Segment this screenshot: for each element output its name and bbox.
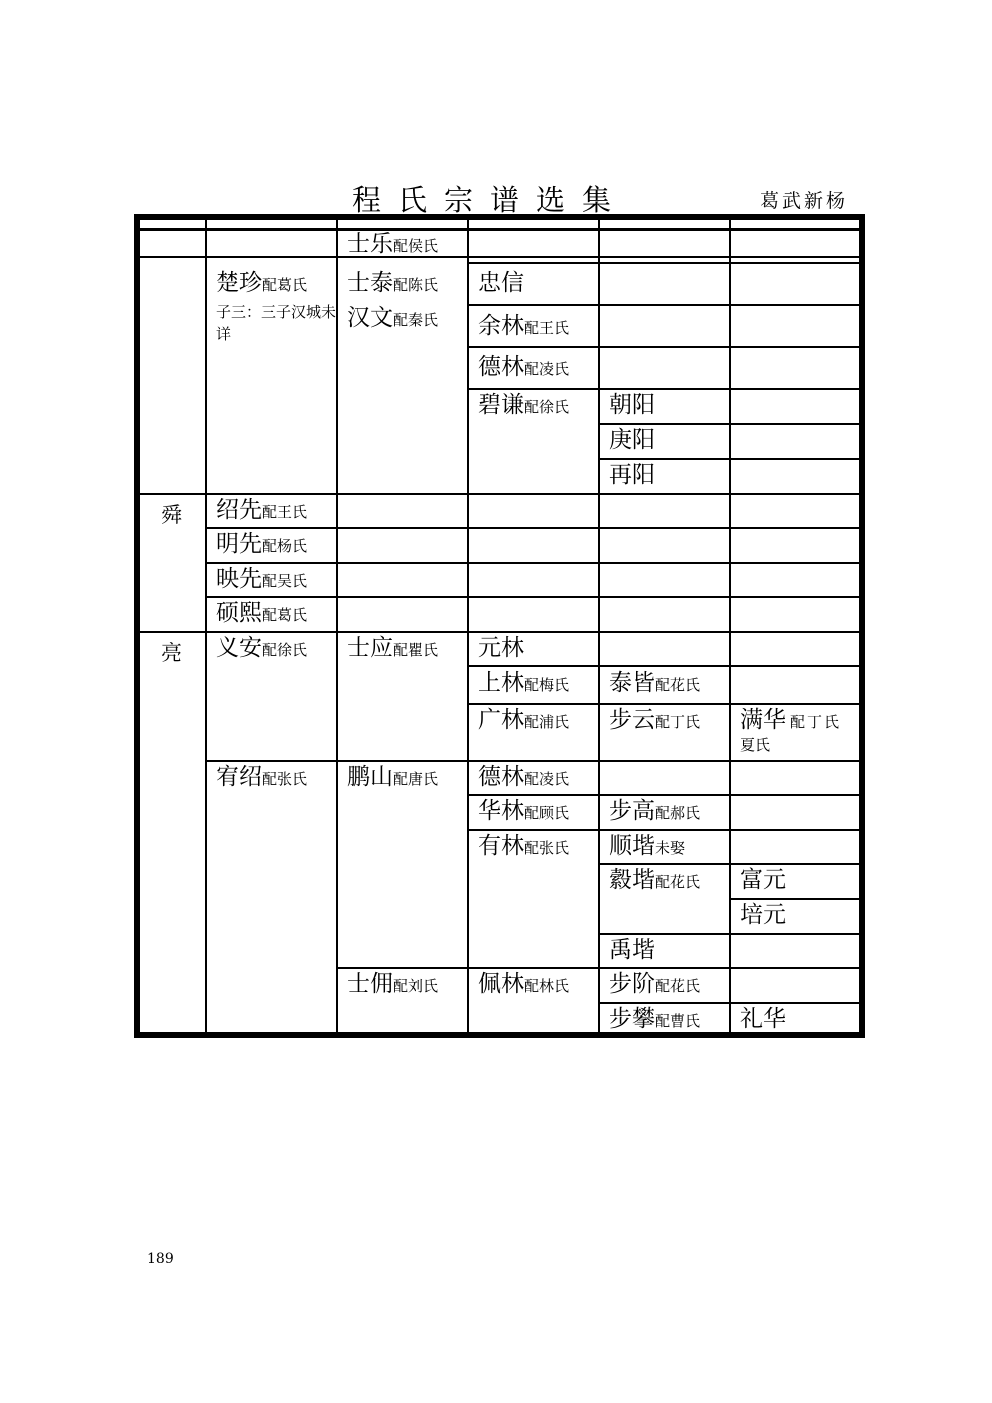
- entry: [216, 272, 307, 295]
- entry-name: 朝阳: [609, 392, 655, 418]
- entry-name: 士乐: [347, 231, 393, 257]
- entry: [478, 356, 569, 379]
- entry-name: 映先: [216, 566, 262, 592]
- entry-spouse: 配吴氏: [262, 572, 308, 590]
- entry-name: 佩林: [478, 971, 524, 997]
- entry: [478, 709, 569, 732]
- entry: [609, 869, 700, 892]
- entry: [347, 766, 438, 789]
- column-divider: [205, 220, 207, 1032]
- entry: [609, 429, 655, 452]
- entry: [609, 973, 700, 996]
- entry-spouse: 配郝氏: [655, 804, 701, 822]
- column-divider: [336, 220, 338, 1032]
- row-divider: [598, 423, 859, 425]
- entry-name: 义安: [216, 635, 262, 661]
- row-divider: [205, 527, 859, 529]
- entry: [216, 499, 307, 522]
- entry-name: 余林: [478, 313, 524, 339]
- entry-spouse: 配顾氏: [524, 804, 570, 822]
- row-divider: [205, 760, 859, 762]
- entry: [478, 394, 569, 417]
- entry-name: 顺堦: [609, 833, 655, 859]
- row-divider: [467, 665, 859, 667]
- entry: [347, 637, 438, 660]
- entry-name: 楚珍: [216, 270, 262, 296]
- entry-spouse: 配侯氏: [393, 237, 439, 255]
- entry-name: 明先: [216, 531, 262, 557]
- row-divider: [467, 703, 859, 705]
- entry-name: 步高: [609, 798, 655, 824]
- entry-name: 培元: [740, 902, 786, 928]
- column-divider: [598, 220, 600, 1032]
- entry-name: 礼华: [740, 1006, 786, 1032]
- entry-name: 縠堦: [609, 867, 655, 893]
- entry-name: 富元: [740, 867, 786, 893]
- entry-spouse: 配花氏: [655, 676, 701, 694]
- entry-spouse: 配花氏: [655, 977, 701, 995]
- row-divider: [140, 256, 859, 258]
- entry: [609, 835, 685, 858]
- entry: [478, 315, 569, 338]
- entry-name: 鹏山: [347, 764, 393, 790]
- page-title: 程氏宗谱选集: [352, 183, 629, 217]
- entry-spouse: 配徐氏: [262, 641, 308, 659]
- entry-name: 步阶: [609, 971, 655, 997]
- entry: [478, 672, 569, 695]
- entry-spouse: 配杨氏: [262, 537, 308, 555]
- entry-name: 汉文: [347, 305, 393, 331]
- entry: [478, 637, 524, 660]
- entry-spouse: 配浦氏: [524, 713, 570, 731]
- generation-label: 亮: [161, 641, 182, 665]
- entry-spouse: 配花氏: [655, 873, 701, 891]
- entry-name: 元林: [478, 635, 524, 661]
- entry-spouse: 配凌氏: [524, 360, 570, 378]
- entry: [478, 800, 569, 823]
- row-divider: [205, 596, 859, 598]
- entry: [478, 973, 569, 996]
- entry-spouse: 配葛氏: [262, 606, 308, 624]
- entry-name: 碧谦: [478, 392, 524, 418]
- row-divider: [598, 863, 859, 865]
- row-divider: [467, 829, 859, 831]
- entry-spouse: 配葛氏: [262, 276, 308, 294]
- row-divider: [336, 967, 859, 969]
- entry-spouse: 配张氏: [262, 770, 308, 788]
- entry-spouse: 配徐氏: [524, 398, 570, 416]
- entry-spouse: 配瞿氏: [393, 641, 439, 659]
- row-divider: [205, 562, 859, 564]
- row-divider: [598, 1002, 859, 1004]
- entry-spouse: 配秦氏: [393, 311, 439, 329]
- entry: [347, 307, 438, 330]
- entry: [609, 800, 700, 823]
- entry-name: 步攀: [609, 1006, 655, 1032]
- entry-spouse: 配丁氏: [790, 713, 842, 731]
- entry: [609, 709, 700, 732]
- entry: [216, 533, 307, 556]
- entry-name: 庚阳: [609, 427, 655, 453]
- entry: [609, 394, 655, 417]
- row-divider: [467, 262, 859, 264]
- entry-name: 士应: [347, 635, 393, 661]
- entry-name: 德林: [478, 764, 524, 790]
- entry-name: 硕熙: [216, 600, 262, 626]
- entry-name: 再阳: [609, 462, 655, 488]
- row-divider: [467, 304, 859, 306]
- entry-name: 禹堦: [609, 937, 655, 963]
- entry-name: 宥绍: [216, 764, 262, 790]
- entry-name: 上林: [478, 670, 524, 696]
- entry: [347, 233, 438, 256]
- entry-spouse: 配林氏: [524, 977, 570, 995]
- entry-name: 绍先: [216, 497, 262, 523]
- entry-spouse: 配凌氏: [524, 770, 570, 788]
- entry-note: 子三：三子汉城未详: [216, 303, 337, 343]
- row-divider: [598, 458, 859, 460]
- entry: [347, 272, 438, 295]
- entry: [216, 766, 307, 789]
- column-divider: [467, 220, 469, 1032]
- entry-name: 广林: [478, 707, 524, 733]
- column-divider: [729, 220, 731, 1032]
- page-number: 189: [147, 1251, 174, 1267]
- entry-name: 泰皆: [609, 670, 655, 696]
- entry: [216, 568, 307, 591]
- entry-name: 华林: [478, 798, 524, 824]
- entry: [216, 637, 307, 660]
- entry-spouse: 配梅氏: [524, 676, 570, 694]
- entry: [740, 709, 841, 732]
- entry: [609, 939, 655, 962]
- row-divider: [598, 933, 859, 935]
- entry-name: 士佣: [347, 971, 393, 997]
- entry-spouse: 配王氏: [524, 319, 570, 337]
- entry: [478, 766, 569, 789]
- row-divider: [467, 388, 859, 390]
- entry-spouse: 未娶: [655, 839, 686, 857]
- entry: [740, 1008, 786, 1031]
- genealogy-table: [134, 214, 865, 1038]
- row-divider: [467, 346, 859, 348]
- entry: [478, 272, 524, 295]
- place-name: 葛武新杨: [760, 190, 849, 212]
- entry: [216, 602, 307, 625]
- entry: [609, 672, 700, 695]
- row-divider: [729, 898, 859, 900]
- entry: [609, 1008, 700, 1031]
- entry-name: 满华: [740, 707, 786, 733]
- entry-spouse: 配唐氏: [393, 770, 439, 788]
- entry: [609, 464, 655, 487]
- entry-spouse: 配曹氏: [655, 1012, 701, 1030]
- entry-spouse: 配丁氏: [655, 713, 701, 731]
- entry-spouse: 配刘氏: [393, 977, 439, 995]
- entry-name: 步云: [609, 707, 655, 733]
- entry-spouse: 配张氏: [524, 839, 570, 857]
- entry: [740, 869, 786, 892]
- entry: [478, 835, 569, 858]
- entry-name: 德林: [478, 354, 524, 380]
- entry-name: 有林: [478, 833, 524, 859]
- row-divider: [140, 493, 859, 495]
- generation-label: 舜: [161, 503, 182, 527]
- entry-extra-spouse: 夏氏: [740, 736, 771, 754]
- entry: [740, 904, 786, 927]
- row-divider: [467, 794, 859, 796]
- entry-spouse: 配王氏: [262, 503, 308, 521]
- entry-spouse: 配陈氏: [393, 276, 439, 294]
- row-divider: [140, 228, 859, 231]
- entry-name: 忠信: [478, 270, 524, 296]
- entry: [347, 973, 438, 996]
- entry-name: 士泰: [347, 270, 393, 296]
- row-divider: [140, 631, 859, 633]
